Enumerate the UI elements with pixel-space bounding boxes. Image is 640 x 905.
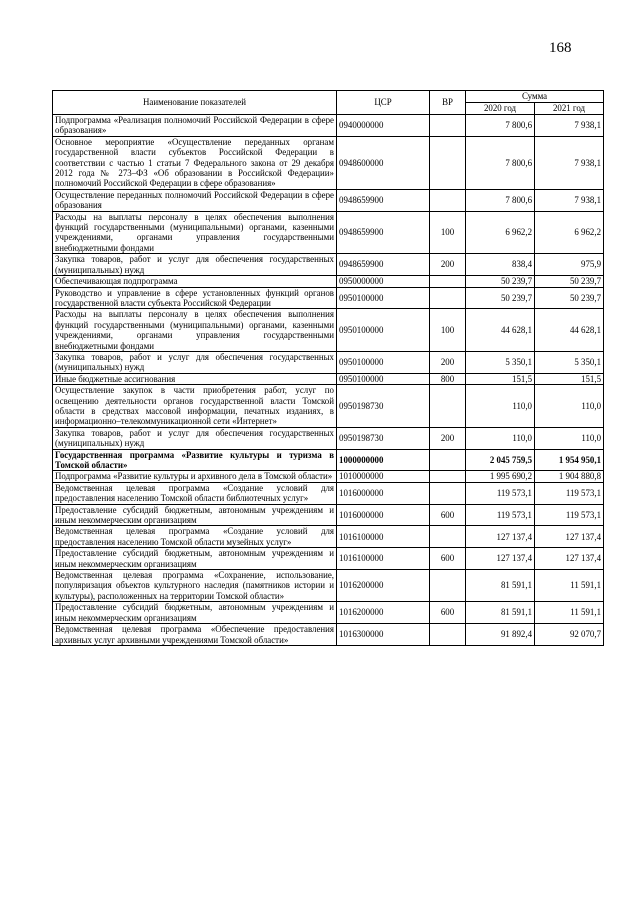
row-name: Закупка товаров, работ и услуг для обеспечения государственных (муниципальных) нужд [53,351,337,373]
table-row [53,548,604,570]
table-row [53,570,604,602]
table-row [53,471,604,482]
table-row [53,189,604,211]
row-csr: 0948659900 [337,254,430,276]
row-sum-2020: 50 239,7 [466,287,535,309]
row-name: Ведомственная целевая программа «Создание условий для предоставления населению Томской области музейных услуг» [53,526,337,548]
table-row [53,309,604,352]
row-name: Закупка товаров, работ и услуг для обеспечения государственных (муниципальных) нужд [53,427,337,449]
table-row [53,427,604,449]
row-vr [430,526,466,548]
table-row [53,351,604,373]
row-vr: 200 [430,351,466,373]
row-vr [430,136,466,189]
row-vr [430,385,466,428]
row-sum-2021: 50 239,7 [535,276,604,287]
row-vr: 800 [430,373,466,384]
row-sum-2021: 110,0 [535,385,604,428]
row-name: Расходы на выплаты персоналу в целях обеспечения выполнения функций государственными (муниципальными) органами, казенными учреждениями, органами управления государственными внебюджетными фондами [53,309,337,352]
row-name: Подпрограмма «Развитие культуры и архивного дела в Томской области» [53,471,337,482]
row-sum-2021: 44 628,1 [535,309,604,352]
table-row [53,504,604,526]
row-csr: 1016000000 [337,482,430,504]
row-vr [430,115,466,137]
row-vr [430,471,466,482]
row-csr: 0950100000 [337,351,430,373]
row-vr: 200 [430,427,466,449]
row-name: Иные бюджетные ассигнования [53,373,337,384]
row-name: Ведомственная целевая программа «Сохранение, использование, популяризация объектов культурного наследия (памятников истории и культуры), расположенных на территории Томской области» [53,570,337,602]
row-name: Закупка товаров, работ и услуг для обеспечения государственных (муниципальных) нужд [53,254,337,276]
row-sum-2021: 1 954 950,1 [535,449,604,471]
row-name: Основное мероприятие «Осуществление переданных органам государственной власти субъектов Российской Федерации в соответствии с частью 1 статьи 7 Федерального закона от 29 декабря 2012 года № 273–ФЗ «Об образовании в Российской Федерации» полномочий Российской Федерации в сфере образования» [53,136,337,189]
row-vr [430,482,466,504]
row-name: Предоставление субсидий бюджетным, автономным учреждениям и иным некоммерческим организациям [53,548,337,570]
row-sum-2021: 151,5 [535,373,604,384]
row-sum-2021: 7 938,1 [535,115,604,137]
row-sum-2021: 1 904 880,8 [535,471,604,482]
row-sum-2021: 119 573,1 [535,482,604,504]
row-name: Предоставление субсидий бюджетным, автономным учреждениям и иным некоммерческим организациям [53,602,337,624]
row-vr: 600 [430,602,466,624]
row-name: Ведомственная целевая программа «Обеспечение предоставления архивных услуг архивными учреждениями Томской области» [53,624,337,646]
table-row [53,373,604,384]
row-csr: 1016200000 [337,602,430,624]
row-name: Ведомственная целевая программа «Создание условий для предоставления населению Томской области библиотечных услуг» [53,482,337,504]
table-row [53,276,604,287]
row-sum-2020: 127 137,4 [466,526,535,548]
row-sum-2021: 11 591,1 [535,602,604,624]
header-sum: Сумма [466,91,604,103]
row-sum-2021: 50 239,7 [535,287,604,309]
row-sum-2020: 2 045 759,5 [466,449,535,471]
row-csr: 1016000000 [337,504,430,526]
row-vr [430,189,466,211]
row-name: Осуществление закупок в части приобретения работ, услуг по освещению деятельности органов государственной власти Томской области в средствах массовой информации, печатных изданиях, в информационно–телекоммуникационной сети «Интернет» [53,385,337,428]
table-row [53,624,604,646]
budget-table [52,90,604,646]
row-sum-2020: 7 800,6 [466,136,535,189]
row-csr: 0950000000 [337,276,430,287]
row-sum-2021: 110,0 [535,427,604,449]
row-sum-2020: 91 892,4 [466,624,535,646]
row-csr: 0948600000 [337,136,430,189]
row-vr [430,276,466,287]
row-csr: 0948659900 [337,189,430,211]
row-csr: 0950100000 [337,373,430,384]
row-name: Государственная программа «Развитие культуры и туризма в Томской области» [53,449,337,471]
row-vr [430,287,466,309]
row-csr: 1000000000 [337,449,430,471]
row-name: Подпрограмма «Реализация полномочий Российской Федерации в сфере образования» [53,115,337,137]
row-name: Руководство и управление в сфере установленных функций органов государственной власти субъекта Российской Федерации [53,287,337,309]
row-sum-2021: 5 350,1 [535,351,604,373]
row-csr: 1016200000 [337,570,430,602]
table-body [53,115,604,646]
row-sum-2020: 110,0 [466,427,535,449]
row-sum-2020: 838,4 [466,254,535,276]
row-csr: 1010000000 [337,471,430,482]
row-csr: 0950100000 [337,287,430,309]
row-sum-2021: 6 962,2 [535,211,604,254]
row-sum-2020: 119 573,1 [466,504,535,526]
row-vr: 600 [430,548,466,570]
table-row [53,115,604,137]
row-sum-2021: 7 938,1 [535,136,604,189]
row-sum-2020: 7 800,6 [466,189,535,211]
row-vr [430,449,466,471]
row-csr: 1016100000 [337,526,430,548]
row-sum-2020: 127 137,4 [466,548,535,570]
row-name: Расходы на выплаты персоналу в целях обеспечения выполнения функций государственными (муниципальными) органами, казенными учреждениями, органами управления государственными внебюджетными фондами [53,211,337,254]
row-csr: 0950100000 [337,309,430,352]
row-sum-2021: 92 070,7 [535,624,604,646]
row-sum-2020: 81 591,1 [466,602,535,624]
header-name: Наименование показателей [53,91,337,115]
row-name: Осуществление переданных полномочий Российской Федерации в сфере образования [53,189,337,211]
row-name: Предоставление субсидий бюджетным, автономным учреждениям и иным некоммерческим организациям [53,504,337,526]
table-row [53,449,604,471]
row-sum-2020: 151,5 [466,373,535,384]
table-row [53,385,604,428]
header-csr: ЦСР [337,91,430,115]
table-row [53,211,604,254]
row-csr: 1016100000 [337,548,430,570]
table-row [53,526,604,548]
header-year-2021: 2021 год [535,103,604,115]
table-row [53,482,604,504]
row-sum-2020: 119 573,1 [466,482,535,504]
row-vr: 200 [430,254,466,276]
row-sum-2020: 44 628,1 [466,309,535,352]
row-sum-2020: 1 995 690,2 [466,471,535,482]
header-vr: ВР [430,91,466,115]
table-row [53,136,604,189]
row-csr: 0950198730 [337,427,430,449]
row-sum-2021: 975,9 [535,254,604,276]
row-csr: 0940000000 [337,115,430,137]
row-name: Обеспечивающая подпрограмма [53,276,337,287]
row-sum-2021: 119 573,1 [535,504,604,526]
row-vr [430,570,466,602]
row-sum-2021: 127 137,4 [535,548,604,570]
row-sum-2020: 81 591,1 [466,570,535,602]
row-csr: 0950198730 [337,385,430,428]
row-sum-2020: 7 800,6 [466,115,535,137]
row-vr: 100 [430,309,466,352]
row-sum-2021: 127 137,4 [535,526,604,548]
row-sum-2020: 5 350,1 [466,351,535,373]
row-csr: 1016300000 [337,624,430,646]
row-sum-2021: 7 938,1 [535,189,604,211]
row-vr [430,624,466,646]
table-row [53,287,604,309]
row-vr: 600 [430,504,466,526]
row-csr: 0948659900 [337,211,430,254]
header-year-2020: 2020 год [466,103,535,115]
row-sum-2020: 50 239,7 [466,276,535,287]
row-sum-2021: 11 591,1 [535,570,604,602]
row-vr: 100 [430,211,466,254]
table-row [53,602,604,624]
table-row [53,254,604,276]
row-sum-2020: 110,0 [466,385,535,428]
page-number: 168 [549,40,572,56]
row-sum-2020: 6 962,2 [466,211,535,254]
